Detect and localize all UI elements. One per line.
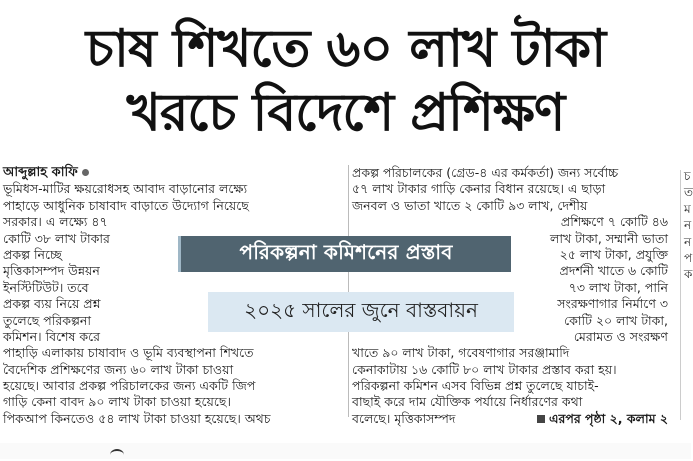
col1-line: বৈদেশিক প্রশিক্ষণের জন্য ৬০ লাখ টাকা চাওয়া bbox=[3, 361, 234, 377]
byline bbox=[3, 165, 340, 181]
col2-line: সংরক্ষণাগার নির্মাণে ৩ bbox=[557, 296, 668, 312]
col2-line: মেরামত ও সংরক্ষণ bbox=[573, 328, 668, 344]
col1-line: কোটি ৩৮ লাখ টাকার bbox=[3, 230, 110, 246]
subhead-text: ২০২৫ সালের জুনে বাস্তবায়ন bbox=[244, 297, 478, 322]
col1-line: পাহাড়ি এলাকায় চাষাবাদ ও ভূমি ব্যবস্থাপনা শিখতে bbox=[3, 345, 254, 361]
col2-line: প্রশিক্ষণে ৭ কোটি ৪৬ bbox=[560, 214, 668, 230]
col2-line-last bbox=[352, 411, 668, 427]
byline-dot-icon bbox=[82, 169, 89, 176]
edge-char: চ bbox=[684, 169, 691, 183]
col2-line: পরিকল্পনা কমিশন এসব বিভিন্ন প্রশ্ন তুলেছে যাচাই- bbox=[352, 378, 599, 394]
col2-line-text: বলেছে। মৃত্তিকাসম্পদ bbox=[352, 410, 456, 426]
col2-line: প্রদর্শনী খাতে ৬ কোটি bbox=[559, 263, 668, 279]
col2-line: প্রকল্প পরিচালকের (গ্রেড-৪ এর কর্মকর্তা) জন্য সর্বোচ্চ bbox=[352, 165, 619, 180]
col1-line: পাহাড়ে আধুনিক চাষাবাদ বাড়াতে উদ্যোগ নিয়েছে bbox=[3, 197, 249, 213]
page-bottom-strip bbox=[0, 443, 691, 459]
col1-line: পিকআপ কিনতেও ৫৪ লাখ টাকা চাওয়া হয়েছে। অথচ bbox=[3, 410, 271, 426]
col2-line: কোটি ২০ লাখ টাকা, bbox=[564, 312, 668, 328]
col1-line: সরকার। এ লক্ষ্যে ৪৭ bbox=[3, 214, 108, 230]
col1-line: মৃত্তিকাসম্পদ উন্নয়ন bbox=[3, 263, 100, 279]
col2-line: ৭৩ লাখ টাকা, পানি bbox=[568, 279, 668, 295]
continuation-text: এরপর পৃষ্ঠা ২, কলাম ২ bbox=[548, 410, 668, 426]
edge-char: ন bbox=[684, 218, 692, 233]
col1-line: তুলেছে পরিকল্পনা bbox=[3, 312, 91, 328]
square-bullet-icon bbox=[537, 415, 545, 423]
col1-line: ভূমিধস-মাটির ক্ষয়রোধসহ আবাদ বাড়ানোর লক্ষ্যে bbox=[3, 181, 248, 197]
col2-line: বাছাই করে দাম যৌক্তিক পর্যায়ে নির্ধারণের কথা bbox=[352, 394, 583, 410]
byline-text: আব্দুল্লাহ কাফি bbox=[3, 165, 78, 180]
col1-line: প্রকল্প ব্যয় নিয়ে প্রশ্ন bbox=[3, 296, 101, 312]
col1-line: হয়েছে। আবার প্রকল্প পরিচালকের জন্য একটি জিপ bbox=[3, 378, 256, 394]
edge-char: ত bbox=[684, 185, 693, 200]
next-headline-fragment bbox=[110, 449, 124, 461]
edge-char: ম bbox=[684, 201, 691, 216]
col1-line: ইনস্টিটিউট। তবে bbox=[3, 279, 89, 295]
col2-line: জনবল ও ভাতা খাতে ২ কোটি ৯৩ লাখ, দেশীয় bbox=[352, 197, 588, 213]
col2-line: কেনাকাটায় ১৬ কোটি ৮০ লাখ টাকার প্রস্তাব করা হয়। bbox=[352, 361, 617, 377]
col2-line: ৫৭ লাখ টাকার গাড়ি কেনার বিধান রয়েছে। এ ছাড়া bbox=[352, 181, 606, 197]
pullquote-subhead bbox=[208, 292, 514, 332]
headline-line-1: চাষ শিখতে ৬০ লাখ টাকা bbox=[85, 19, 606, 79]
edge-char: ক bbox=[684, 267, 693, 282]
col2-line: খাতে ৯০ লাখ টাকা, গবেষণাগার সরঞ্জামাদি bbox=[352, 345, 570, 361]
edge-char: ন bbox=[684, 234, 692, 249]
pullquote-banner bbox=[178, 236, 511, 272]
col1-line: প্রকল্প নিচ্ছে bbox=[3, 246, 62, 262]
right-column-divider bbox=[680, 170, 681, 420]
edge-char: প bbox=[684, 250, 693, 265]
col1-line: গাড়ি কেনা বাবদ ৯০ লাখ টাকা চাওয়া হয়েছে। bbox=[3, 394, 231, 410]
col2-line: ২৫ লাখ টাকা, প্রযুক্তি bbox=[559, 246, 668, 262]
adjacent-column-edge bbox=[684, 168, 693, 283]
headline-line-2: খরচে বিদেশে প্রশিক্ষণ bbox=[126, 83, 565, 143]
col2-line: লাখ টাকা, সম্মানী ভাতা bbox=[550, 230, 668, 246]
col1-line: কমিশন। বিশেষ করে bbox=[3, 328, 101, 344]
column-divider bbox=[348, 165, 349, 417]
banner-text: পরিকল্পনা কমিশনের প্রস্তাব bbox=[239, 239, 453, 264]
continuation-note bbox=[537, 411, 668, 427]
